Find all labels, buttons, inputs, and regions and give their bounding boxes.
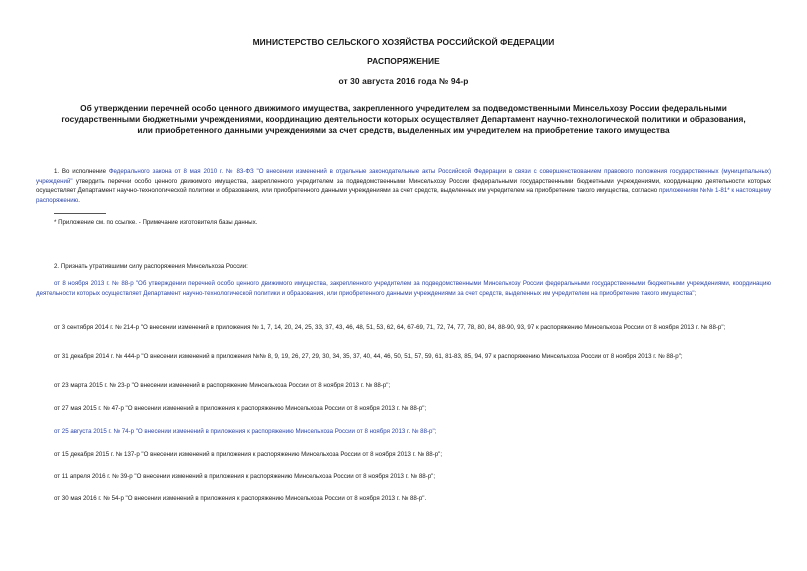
document-type: РАСПОРЯЖЕНИЕ [367,56,440,66]
para1-middle: утвердить перечни особо ценного движимого имущества, закрепленного учредителем за подведомственными Минсельхозу России федеральными государственными бюджетными учреждениями, координацию деятельности которых осуществляет Департамент научно-технологической политики и образования, или приобретенного данными учреждениями за счет средств, выделенных им учредителем на приобретение такого имущества, согласно [36,177,771,194]
title-line-1: Об утверждении перечней особо ценного движимого имущества, закрепленного учредителем за подведомственными Минсельхозу России федеральными [80,103,727,113]
para1-prefix: 1. Во исполнение [54,168,109,175]
ministry-heading: МИНИСТЕРСТВО СЕЛЬСКОГО ХОЗЯЙСТВА РОССИЙСКОЙ ФЕДЕРАЦИИ [252,37,555,47]
revoked-order-54r: от 30 мая 2016 г. № 54-р "О внесении изменений в приложения к распоряжению Минсельхоза России от 8 ноября 2013 г. № 88-р". [54,495,427,502]
date-number: от 30 августа 2016 года № 94-р [338,76,469,86]
footnote: * Приложение см. по ссылке. - Примечание изготовителя базы данных. [54,219,258,226]
title-line-2: государственными бюджетными учреждениями, координацию деятельности которых осуществляет Департамент научно-технологической политики и образования, [61,114,746,124]
revoked-order-74r-link[interactable]: от 25 августа 2015 г. № 74-р "О внесении изменений в приложения к распоряжению Минсельхоза России от 8 ноября 2013 г. № 88-р"; [54,428,437,435]
revoked-order-23r: от 23 марта 2015 г. № 23-р "О внесении изменений в распоряжение Минсельхоза России от 8 ноября 2013 г. № 88-р"; [54,382,391,389]
paragraph-1 [36,167,771,205]
revoked-order-444r: от 31 декабря 2014 г. № 444-р "О внесении изменений в приложения №№ 8, 9, 19, 26, 27, 29, 30, 34, 35, 37, 40, 44, 46, 50, 51, 57, 59, 61, 81-83, 85, 94, 97 к распоряжению Минсельхоза России от 8 ноября 2013 г. № 88-р"; [54,353,683,360]
revoked-order-214r: от 3 сентября 2014 г. № 214-р "О внесении изменений в приложения № 1, 7, 14, 20, 24, 25, 33, 37, 43, 46, 48, 51, 53, 62, 64, 67-69, 71, 72, 74, 77, 78, 80, 84, 88-90, 93, 97 к распоряжению Минсельхоза России от 8 ноября 2013 г. № 88-р"; [54,324,726,331]
revoked-order-47r: от 27 мая 2015 г. № 47-р "О внесении изменений в приложения к распоряжению Минсельхоза России от 8 ноября 2013 г. № 88-р"; [54,405,427,412]
footnote-divider [54,213,106,214]
revoked-order-88r-link[interactable]: от 8 ноября 2013 г. № 88-р "Об утверждении перечней особо ценного движимого имущества, закрепленного учредителем за подведомственными Минсельхозу России федеральными государственными бюджетными учреждениями, координацию деятельности которых осуществляет Департамент научно-технологической политики и образования, или приобретенного данными учреждениями за счет средств, выделенных им учредителем на приобретение такого имущества"; [36,280,771,297]
para1-suffix: . [78,196,80,204]
revoked-order-39r: от 11 апреля 2016 г. № 39-р "О внесении изменений в приложения к распоряжению Минсельхоза России от 8 ноября 2013 г. № 88-р"; [54,473,436,480]
revoked-order-137r: от 15 декабря 2015 г. № 137-р "О внесении изменений в приложения к распоряжению Минсельхоза России от 8 ноября 2013 г. № 88-р"; [54,451,443,458]
federal-law-link[interactable]: Федерального закона от 8 мая 2010 г. № 83-ФЗ "О внесении изменений в отдельные законодательные акты Российской Федерации в связи с совершенствованием правового положения государственных (муниципальных) учреждений" [36,168,771,185]
document-title [36,103,771,136]
appendices-link[interactable]: приложениям №№ 1-81* к настоящему распоряжению [36,187,771,204]
title-line-3: или приобретенного данными учреждениями за счет средств, выделенных им учредителем на приобретение такого имущества [137,125,670,135]
paragraph-2-intro: 2. Признать утратившими силу распоряжения Минсельхоза России: [54,263,248,270]
